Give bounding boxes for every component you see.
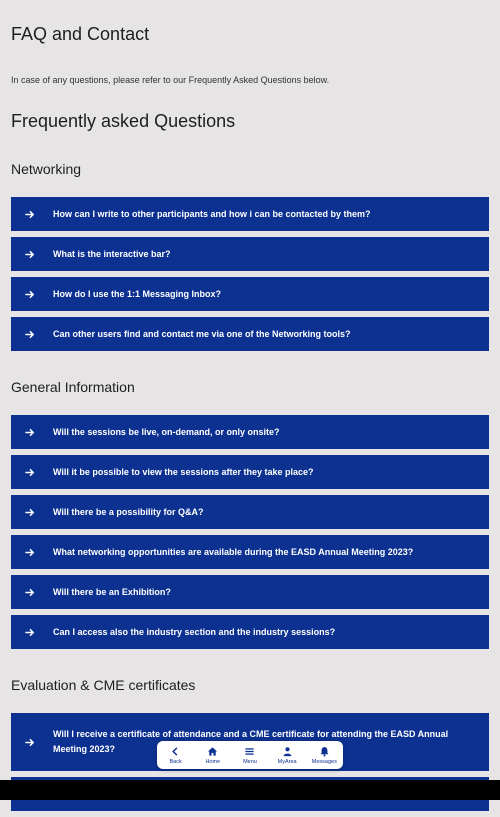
section-title-networking: Networking [11, 161, 82, 177]
faq-question: How do I use the 1:1 Messaging Inbox? [53, 288, 222, 299]
faq-question: What networking opportunities are available during the EASD Annual Meeting 2023? [53, 546, 414, 557]
arrow-right-icon [22, 425, 36, 439]
faq-item[interactable] [11, 237, 489, 271]
nav-home-button[interactable] [195, 746, 231, 765]
home-icon [207, 746, 218, 757]
arrow-right-icon [22, 287, 36, 301]
faq-question: How can I write to other participants and how i can be contacted by them? [53, 208, 371, 219]
arrow-right-icon [22, 505, 36, 519]
arrow-right-icon [22, 735, 36, 749]
nav-menu-button[interactable] [232, 746, 268, 765]
arrow-right-icon [22, 625, 36, 639]
faq-question: Can other users find and contact me via one of the Networking tools? [53, 328, 351, 339]
nav-myarea-button[interactable] [269, 746, 305, 765]
nav-label: Back [169, 758, 182, 765]
faq-item[interactable] [11, 535, 489, 569]
nav-label: Messages [311, 758, 337, 765]
nav-label: Menu [243, 758, 257, 765]
faq-item[interactable] [11, 415, 489, 449]
faq-item[interactable] [11, 197, 489, 231]
section-title-general-information: General Information [11, 379, 135, 395]
faq-heading: Frequently asked Questions [11, 111, 236, 131]
bell-icon [319, 746, 330, 757]
faq-question: Will I receive a certificate of attendance and a CME certificate for attending the EASD Annual Meeting 2023? [53, 729, 449, 754]
arrow-right-icon [22, 585, 36, 599]
person-icon [282, 746, 293, 757]
nav-back-button[interactable] [158, 746, 194, 765]
faq-question: What is the interactive bar? [53, 248, 171, 259]
faq-item[interactable] [11, 615, 489, 649]
faq-question: Will it be possible to view the sessions after they take place? [53, 466, 314, 477]
faq-list-networking [11, 197, 489, 357]
faq-question: Will there be an Exhibition? [53, 586, 171, 597]
arrow-right-icon [22, 247, 36, 261]
nav-label: MyArea [277, 758, 297, 765]
nav-label: Home [205, 758, 221, 765]
faq-item[interactable] [11, 495, 489, 529]
system-bottom-bar [0, 780, 500, 800]
section-title-evaluation-cme: Evaluation & CME certificates [11, 677, 196, 693]
arrow-right-icon [22, 465, 36, 479]
arrow-right-icon [22, 207, 36, 221]
faq-item[interactable] [11, 277, 489, 311]
menu-icon [244, 746, 255, 757]
page-title: FAQ and Contact [11, 24, 150, 44]
faq-question: Will there be a possibility for Q&A? [53, 506, 204, 517]
faq-item[interactable] [11, 575, 489, 609]
arrow-right-icon [22, 545, 36, 559]
faq-list-general-information [11, 415, 489, 655]
nav-messages-button[interactable] [306, 746, 342, 765]
faq-item[interactable] [11, 317, 489, 351]
chevron-left-icon [170, 746, 181, 757]
arrow-right-icon [22, 327, 36, 341]
faq-question: Can I access also the industry section and the industry sessions? [53, 626, 336, 637]
faq-question: Will the sessions be live, on-demand, or only onsite? [53, 426, 280, 437]
faq-item[interactable] [11, 455, 489, 489]
bottom-navigation [157, 741, 343, 769]
intro-text: In case of any questions, please refer to our Frequently Asked Questions below. [11, 75, 330, 85]
